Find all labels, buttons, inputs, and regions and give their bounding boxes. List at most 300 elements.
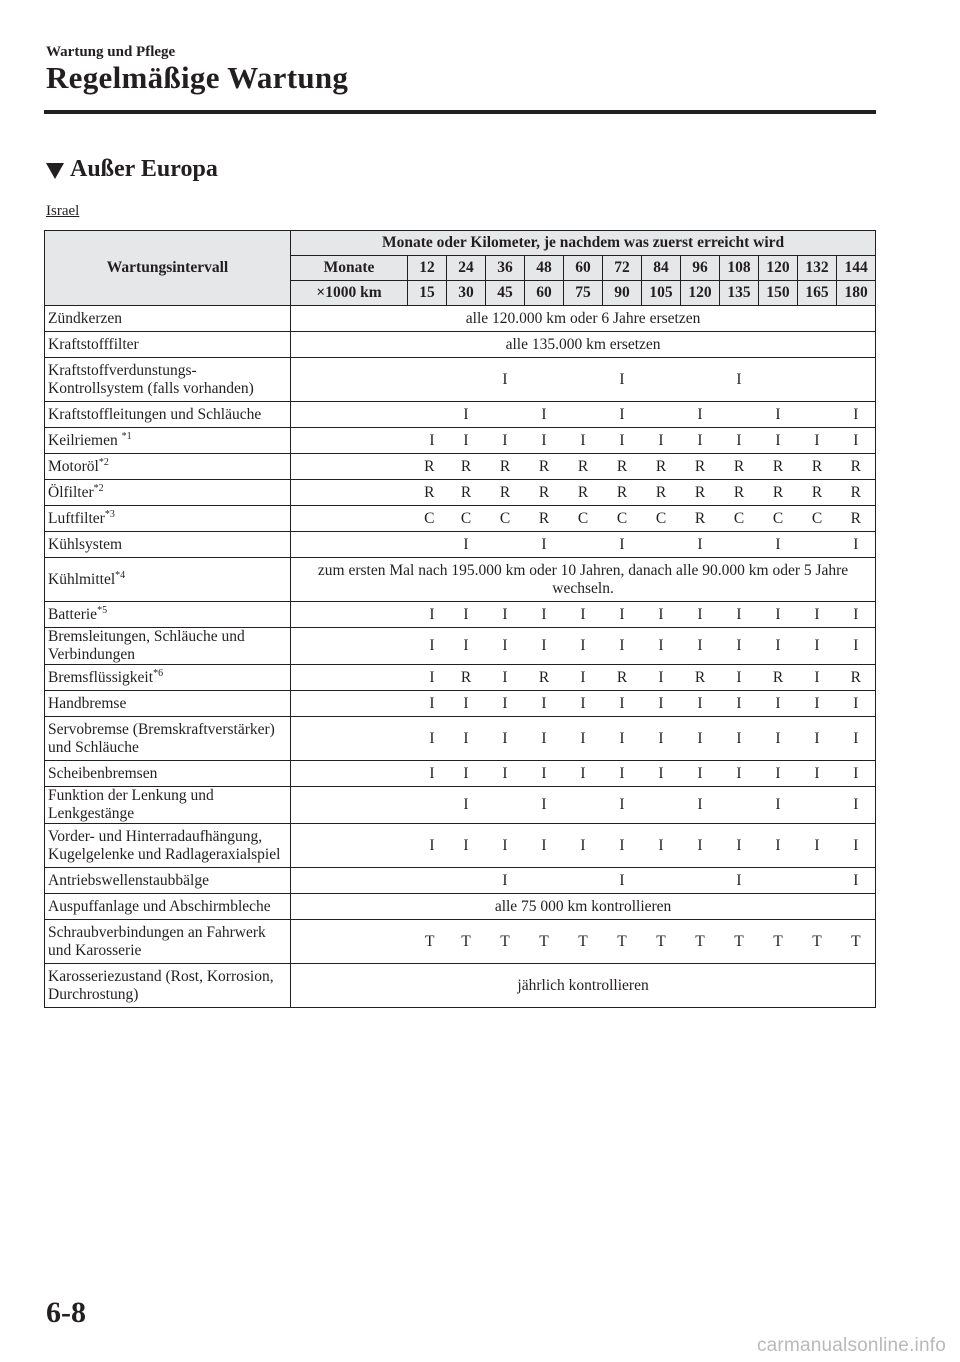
service-cell: I (798, 717, 837, 761)
service-cell: I (486, 665, 525, 691)
service-cell (642, 532, 681, 558)
service-cell: I (447, 824, 486, 868)
service-cell: I (759, 428, 798, 454)
service-cell: R (798, 480, 837, 506)
service-cell (642, 787, 681, 824)
service-cell: R (798, 454, 837, 480)
footnote-marker: *4 (115, 569, 126, 581)
service-cell: I (681, 532, 720, 558)
service-cell: T (681, 920, 720, 964)
table-row (45, 761, 876, 787)
service-cell: I (291, 428, 447, 454)
item-label (45, 628, 291, 665)
service-cell: R (720, 454, 759, 480)
km-cell: 180 (837, 281, 876, 306)
item-text: Kühlsystem (48, 535, 123, 553)
service-cell (447, 868, 486, 894)
service-cell: I (681, 602, 720, 628)
table-row (45, 454, 876, 480)
table-row (45, 717, 876, 761)
item-text: Ölfilter (48, 483, 94, 501)
item-text: Servobremse (Bremskraftverstärker) und Schläuche (48, 720, 275, 756)
item-text: Funktion der Lenkung und Lenkgestänge (48, 787, 214, 822)
service-cell: T (759, 920, 798, 964)
table-row (45, 532, 876, 558)
service-cell (798, 358, 837, 402)
months-label: Monate (291, 256, 408, 281)
month-cell: 12 (408, 256, 447, 281)
service-cell: I (447, 428, 486, 454)
footnote-marker: *2 (93, 482, 104, 494)
service-cell: I (603, 602, 642, 628)
km-cell: 150 (759, 281, 798, 306)
month-cell: 144 (837, 256, 876, 281)
km-cell: 120 (681, 281, 720, 306)
table-row (45, 964, 876, 1008)
service-cell: R (525, 506, 564, 532)
service-cell: I (603, 824, 642, 868)
service-cell: R (486, 454, 525, 480)
subsection-heading (46, 156, 218, 183)
service-cell: R (837, 665, 876, 691)
service-cell: I (681, 402, 720, 428)
service-cell: I (486, 358, 525, 402)
service-cell: T (564, 920, 603, 964)
item-label (45, 964, 291, 1008)
service-cell: R (681, 454, 720, 480)
item-label (45, 506, 291, 532)
service-cell: I (525, 824, 564, 868)
service-cell: I (525, 532, 564, 558)
month-cell: 84 (642, 256, 681, 281)
table-row (45, 602, 876, 628)
table-row (45, 506, 876, 532)
service-cell: R (525, 454, 564, 480)
service-cell: I (525, 761, 564, 787)
service-cell: T (291, 920, 447, 964)
item-label (45, 787, 291, 824)
service-cell: T (603, 920, 642, 964)
service-cell: I (603, 691, 642, 717)
service-cell (447, 358, 486, 402)
service-cell: I (447, 402, 486, 428)
title-divider (44, 110, 876, 114)
month-cell: 48 (525, 256, 564, 281)
page-number: 6-8 (46, 1296, 86, 1329)
service-cell: T (642, 920, 681, 964)
span-header: Monate oder Kilometer, je nachdem was zuerst erreicht wird (291, 231, 876, 256)
service-cell: I (837, 628, 876, 665)
service-cell (798, 402, 837, 428)
service-cell (486, 532, 525, 558)
interval-note: alle 135.000 km ersetzen (291, 332, 876, 358)
month-cell: 36 (486, 256, 525, 281)
service-cell: I (447, 717, 486, 761)
item-label (45, 480, 291, 506)
item-text: Batterie (48, 605, 98, 623)
month-cell: 60 (564, 256, 603, 281)
service-cell: R (525, 665, 564, 691)
service-cell: I (525, 691, 564, 717)
item-label (45, 824, 291, 868)
service-cell (525, 868, 564, 894)
item-text: Antriebswellenstaubbälge (48, 871, 209, 889)
service-cell: R (642, 480, 681, 506)
item-text: Motoröl (48, 457, 99, 475)
km-label: ×1000 km (291, 281, 408, 306)
item-label (45, 454, 291, 480)
month-cell: 96 (681, 256, 720, 281)
service-cell: R (447, 665, 486, 691)
service-cell: I (447, 787, 486, 824)
service-cell (486, 787, 525, 824)
service-cell: C (642, 506, 681, 532)
footnote-marker: *2 (98, 456, 109, 468)
service-cell: I (798, 761, 837, 787)
service-cell (759, 358, 798, 402)
service-cell: I (837, 787, 876, 824)
item-label (45, 894, 291, 920)
service-cell: T (486, 920, 525, 964)
item-text: Kraftstoffleitungen und Schläuche (48, 405, 262, 423)
footnote-marker: *6 (153, 667, 164, 679)
service-cell: I (720, 628, 759, 665)
service-cell: R (720, 480, 759, 506)
table-row (45, 628, 876, 665)
table-row (45, 480, 876, 506)
service-cell: T (447, 920, 486, 964)
service-cell: I (837, 402, 876, 428)
service-cell: I (603, 402, 642, 428)
km-cell: 90 (603, 281, 642, 306)
service-cell: I (486, 824, 525, 868)
service-cell: I (447, 628, 486, 665)
service-cell: I (681, 824, 720, 868)
service-cell: I (642, 717, 681, 761)
service-cell: I (642, 691, 681, 717)
service-cell: I (837, 868, 876, 894)
service-cell: I (291, 824, 447, 868)
month-cell: 120 (759, 256, 798, 281)
km-cell: 75 (564, 281, 603, 306)
service-cell (564, 532, 603, 558)
km-cell: 165 (798, 281, 837, 306)
service-cell: I (681, 628, 720, 665)
service-cell: I (681, 428, 720, 454)
service-cell: C (720, 506, 759, 532)
month-cell: 72 (603, 256, 642, 281)
service-cell: I (603, 717, 642, 761)
service-cell: I (759, 824, 798, 868)
table-row (45, 691, 876, 717)
item-label (45, 558, 291, 602)
interval-note: alle 75 000 km kontrollieren (291, 894, 876, 920)
service-cell: I (837, 717, 876, 761)
service-cell (642, 358, 681, 402)
table-row (45, 332, 876, 358)
service-cell: R (837, 506, 876, 532)
interval-note: jährlich kontrollieren (291, 964, 876, 1008)
service-cell: I (642, 824, 681, 868)
service-cell (720, 532, 759, 558)
item-text: Kühlmittel (48, 570, 116, 588)
table-body (45, 306, 876, 1008)
table-row (45, 894, 876, 920)
item-label (45, 920, 291, 964)
service-cell: I (837, 602, 876, 628)
service-cell: I (564, 628, 603, 665)
service-cell: I (525, 628, 564, 665)
subsection-title: Außer Europa (70, 156, 218, 182)
item-label (45, 665, 291, 691)
service-cell: T (720, 920, 759, 964)
service-cell (291, 402, 447, 428)
service-cell: C (447, 506, 486, 532)
interval-label: Wartungsintervall (45, 231, 291, 306)
footnote-marker: *3 (104, 508, 115, 520)
service-cell: I (291, 761, 447, 787)
interval-note: zum ersten Mal nach 195.000 km oder 10 Jahren, danach alle 90.000 km oder 5 Jahre wechseln. (291, 558, 876, 602)
service-cell: I (603, 787, 642, 824)
service-cell: I (291, 602, 447, 628)
service-cell (291, 868, 447, 894)
service-cell: I (759, 628, 798, 665)
service-cell: I (486, 717, 525, 761)
service-cell: I (486, 428, 525, 454)
service-cell: R (291, 480, 447, 506)
service-cell: I (759, 602, 798, 628)
service-cell: I (798, 428, 837, 454)
watermark: carmanualsonline.info (756, 1335, 946, 1356)
service-cell: R (564, 454, 603, 480)
service-cell: C (486, 506, 525, 532)
table-row (45, 306, 876, 332)
service-cell (720, 402, 759, 428)
service-cell: I (642, 761, 681, 787)
service-cell (291, 532, 447, 558)
service-cell: I (642, 428, 681, 454)
service-cell: I (720, 717, 759, 761)
month-cell: 24 (447, 256, 486, 281)
interval-note: alle 120.000 km oder 6 Jahre ersetzen (291, 306, 876, 332)
item-label (45, 358, 291, 402)
service-cell: T (837, 920, 876, 964)
month-cell: 132 (798, 256, 837, 281)
service-cell (564, 402, 603, 428)
item-text: Scheibenbremsen (48, 764, 158, 782)
service-cell (759, 868, 798, 894)
item-text: Luftfilter (48, 509, 105, 527)
service-cell: I (798, 824, 837, 868)
service-cell (486, 402, 525, 428)
table-row (45, 868, 876, 894)
km-cell: 60 (525, 281, 564, 306)
service-cell: I (798, 628, 837, 665)
month-cell: 108 (720, 256, 759, 281)
service-cell (291, 358, 447, 402)
service-cell (798, 532, 837, 558)
service-cell: R (759, 665, 798, 691)
item-label (45, 428, 291, 454)
service-cell: R (525, 480, 564, 506)
item-text: Bremsleitungen, Schläuche und Verbindungen (48, 628, 245, 663)
service-cell: I (759, 717, 798, 761)
service-cell: I (759, 691, 798, 717)
service-cell: I (642, 628, 681, 665)
service-cell: I (603, 532, 642, 558)
service-cell: I (759, 402, 798, 428)
service-cell: I (720, 602, 759, 628)
service-cell: C (291, 506, 447, 532)
service-cell: I (564, 665, 603, 691)
service-cell: I (837, 691, 876, 717)
service-cell: I (759, 532, 798, 558)
km-cell: 135 (720, 281, 759, 306)
service-cell (564, 358, 603, 402)
item-label (45, 532, 291, 558)
item-label (45, 306, 291, 332)
service-cell: I (564, 717, 603, 761)
service-cell: R (681, 480, 720, 506)
service-cell (681, 358, 720, 402)
service-cell: I (447, 761, 486, 787)
service-cell: I (603, 358, 642, 402)
service-cell: I (759, 761, 798, 787)
service-cell: R (291, 454, 447, 480)
service-cell: C (759, 506, 798, 532)
service-cell: I (681, 691, 720, 717)
service-cell: I (564, 602, 603, 628)
km-cell: 30 (447, 281, 486, 306)
service-cell: I (291, 691, 447, 717)
service-cell: I (681, 787, 720, 824)
service-cell: R (447, 454, 486, 480)
table-row (45, 920, 876, 964)
service-cell: I (720, 824, 759, 868)
service-cell: R (642, 454, 681, 480)
service-cell: I (681, 717, 720, 761)
service-cell: R (759, 454, 798, 480)
table-row (45, 787, 876, 824)
service-cell: I (291, 665, 447, 691)
service-cell: I (759, 787, 798, 824)
service-cell: I (720, 761, 759, 787)
service-cell: C (564, 506, 603, 532)
service-cell: R (681, 506, 720, 532)
service-cell: I (564, 824, 603, 868)
service-cell (642, 402, 681, 428)
table-row (45, 824, 876, 868)
service-cell: I (564, 761, 603, 787)
service-cell: I (525, 428, 564, 454)
table-header (45, 231, 876, 306)
service-cell: I (603, 428, 642, 454)
service-cell: R (759, 480, 798, 506)
country-label: Israel (46, 203, 80, 219)
table-row (45, 402, 876, 428)
service-cell: I (603, 761, 642, 787)
item-label (45, 761, 291, 787)
service-cell: I (447, 602, 486, 628)
service-cell: I (564, 428, 603, 454)
item-label (45, 868, 291, 894)
service-cell: R (837, 480, 876, 506)
km-cell: 105 (642, 281, 681, 306)
item-text: Kraftstofffilter (48, 335, 139, 353)
service-cell: I (525, 787, 564, 824)
service-cell: I (720, 428, 759, 454)
footnote-marker: *5 (97, 604, 108, 616)
triangle-down-icon (46, 163, 64, 179)
service-cell: I (525, 402, 564, 428)
service-cell: I (720, 358, 759, 402)
service-cell: I (291, 717, 447, 761)
service-cell: I (525, 717, 564, 761)
table-row (45, 665, 876, 691)
item-label (45, 402, 291, 428)
table-row (45, 558, 876, 602)
service-cell: R (564, 480, 603, 506)
service-cell (681, 868, 720, 894)
service-cell: T (525, 920, 564, 964)
service-cell: I (798, 665, 837, 691)
service-cell: R (447, 480, 486, 506)
km-cell: 15 (408, 281, 447, 306)
service-cell: I (837, 532, 876, 558)
service-cell: I (798, 602, 837, 628)
service-cell: I (720, 691, 759, 717)
item-text: Handbremse (48, 694, 127, 712)
service-cell: C (798, 506, 837, 532)
item-text: Auspuffanlage und Abschirmbleche (48, 897, 271, 915)
item-label (45, 691, 291, 717)
service-cell: I (837, 761, 876, 787)
service-cell: I (642, 602, 681, 628)
item-text: Bremsflüssigkeit (48, 668, 154, 686)
service-cell: I (837, 428, 876, 454)
service-cell: I (525, 602, 564, 628)
item-text: Vorder- und Hinterradaufhängung, Kugelgelenke und Radlageraxialspiel (48, 827, 281, 863)
service-cell: I (681, 761, 720, 787)
service-cell: I (720, 868, 759, 894)
km-cell: 45 (486, 281, 525, 306)
service-cell: I (564, 691, 603, 717)
item-label (45, 332, 291, 358)
service-cell: C (603, 506, 642, 532)
service-cell: I (642, 665, 681, 691)
service-cell: I (798, 691, 837, 717)
service-cell (798, 868, 837, 894)
service-cell (525, 358, 564, 402)
service-cell: R (486, 480, 525, 506)
service-cell: I (486, 868, 525, 894)
service-cell: I (291, 628, 447, 665)
service-cell: R (603, 480, 642, 506)
service-cell: I (603, 628, 642, 665)
service-cell: I (486, 761, 525, 787)
item-text: Karosseriezustand (Rost, Korrosion, Durchrostung) (48, 967, 274, 1003)
service-cell (564, 868, 603, 894)
service-cell: T (798, 920, 837, 964)
item-text: Kraftstoffverdunstungs-Kontrollsystem (falls vorhanden) (48, 361, 254, 397)
service-cell: R (681, 665, 720, 691)
item-text: Keilriemen (48, 431, 122, 449)
service-cell (642, 868, 681, 894)
service-cell (564, 787, 603, 824)
item-text: Schraubverbindungen an Fahrwerk und Karosserie (48, 923, 266, 959)
service-cell: I (447, 691, 486, 717)
service-cell: I (486, 628, 525, 665)
